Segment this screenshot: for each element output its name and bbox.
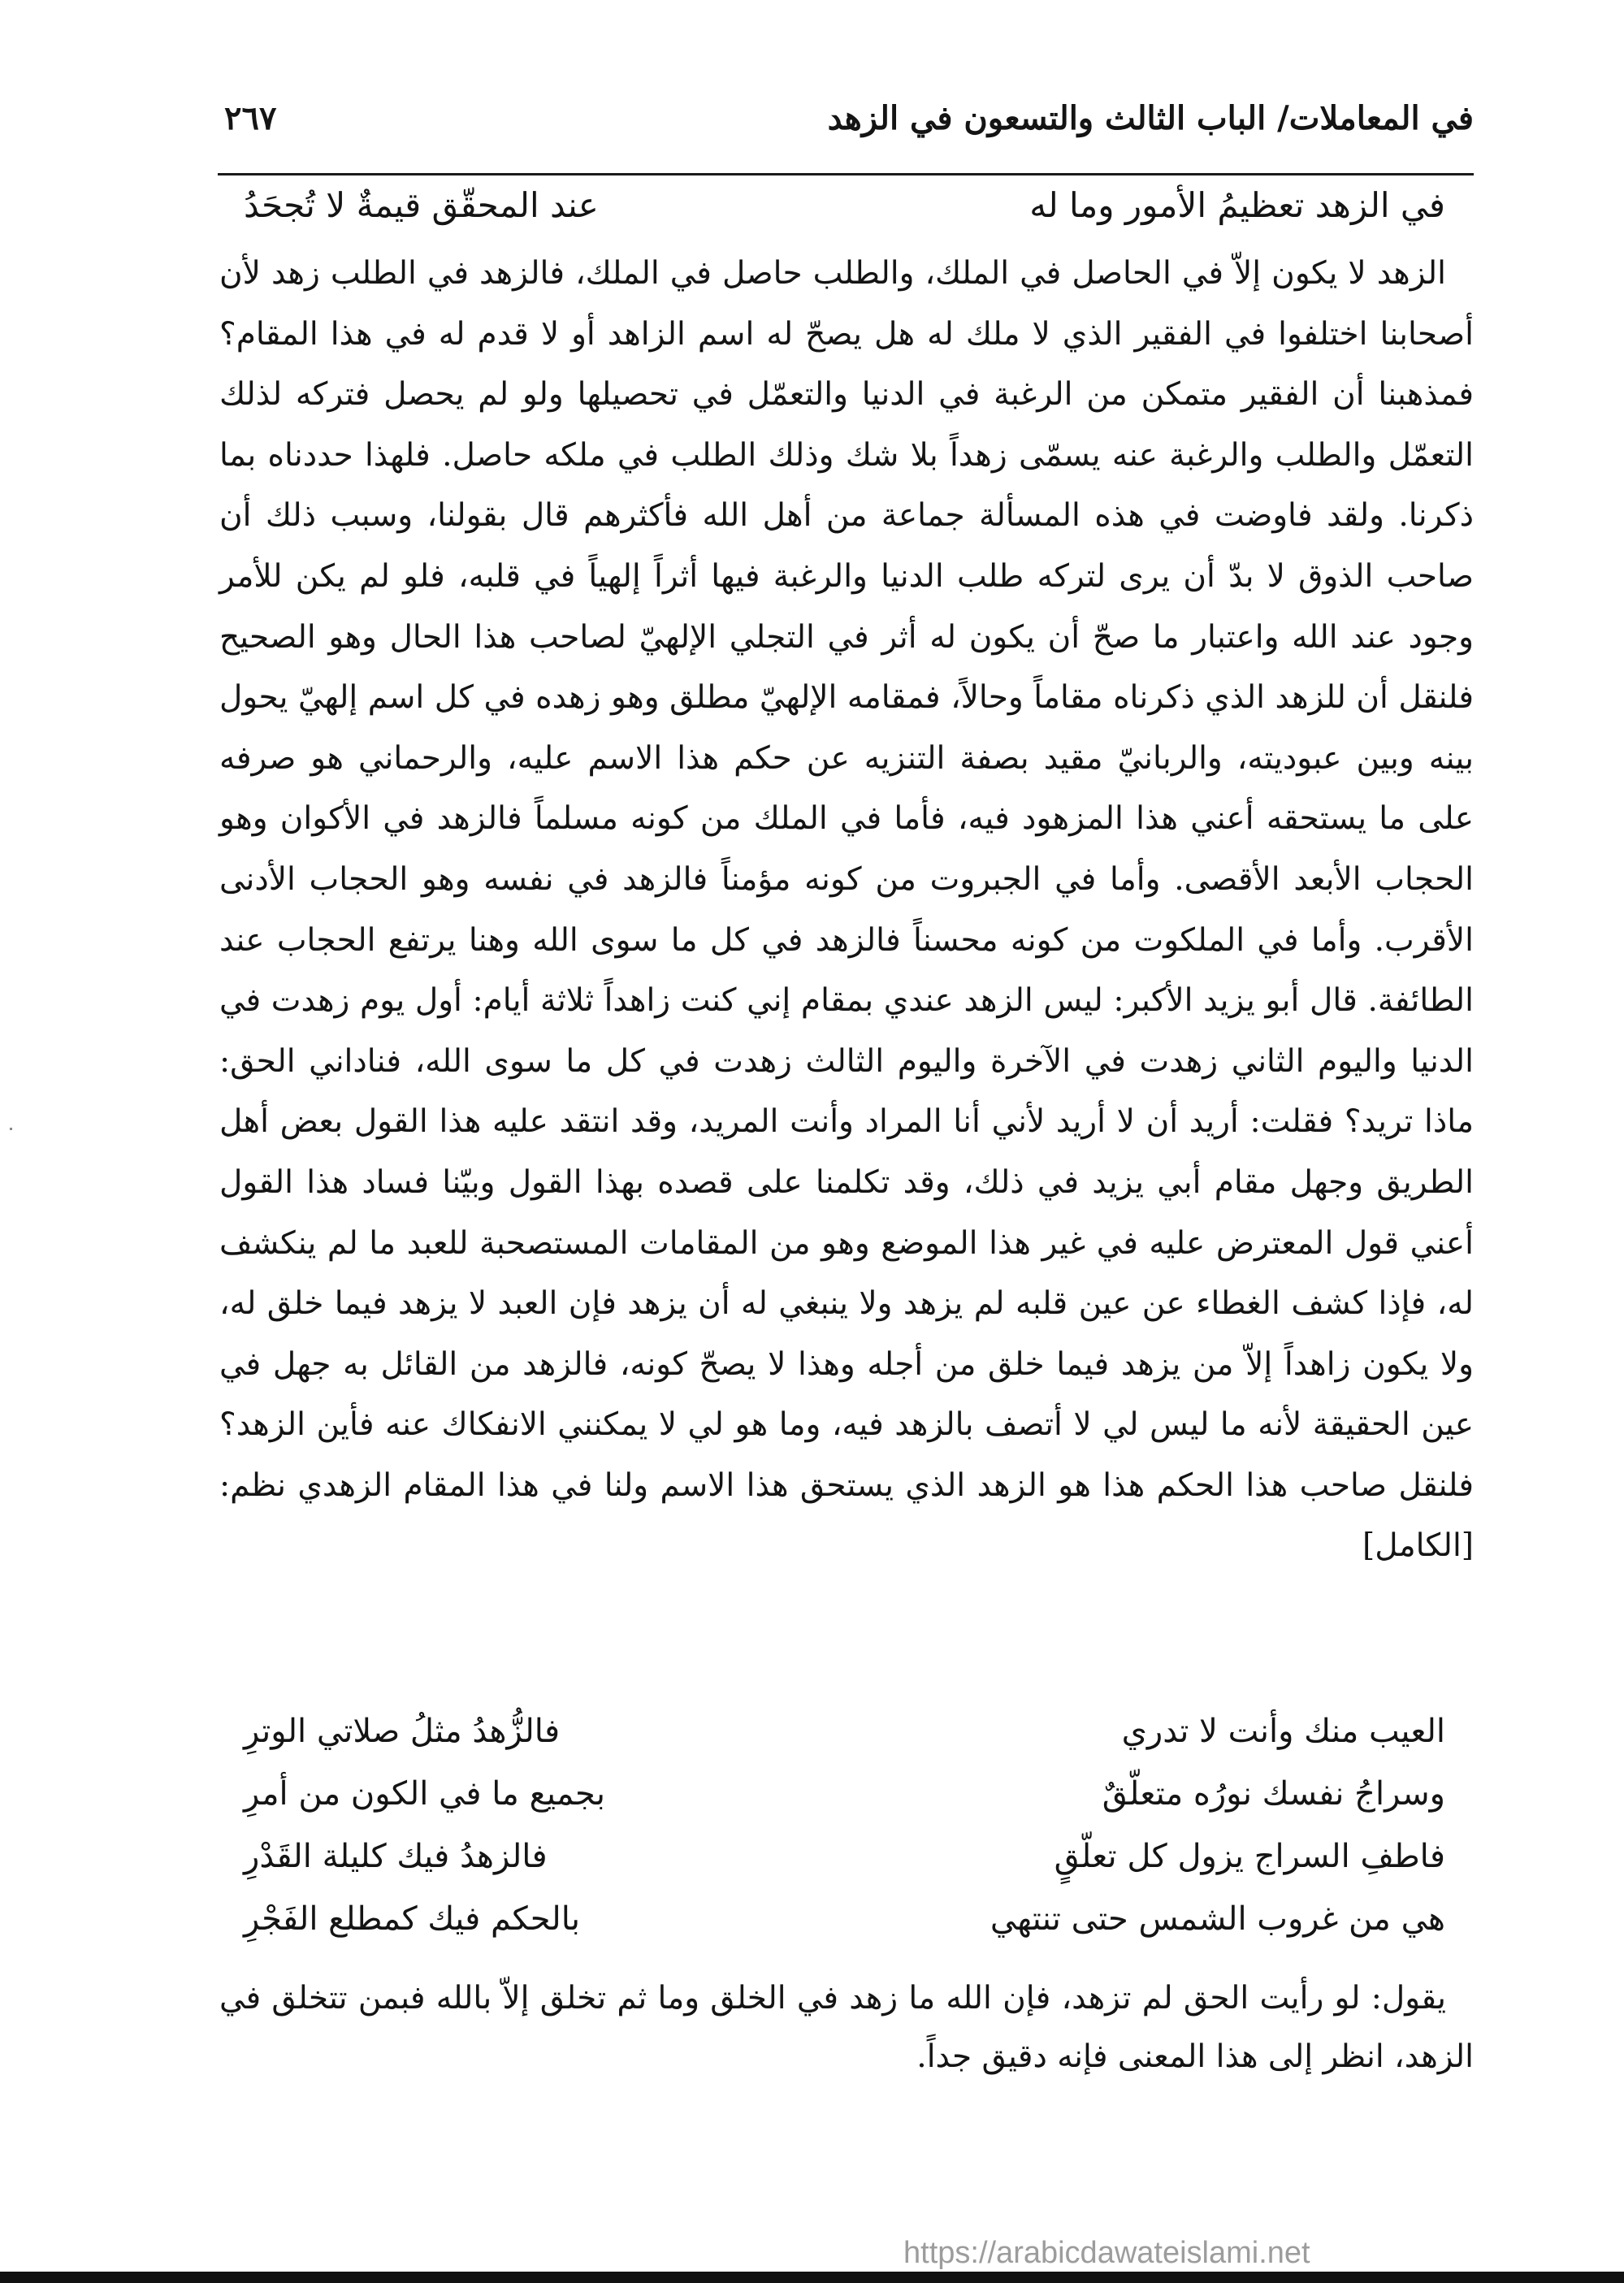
poem-second-hemistich: فالزهدُ فيك كليلة القَدْرِ [244,1838,548,1875]
scan-speck [10,1128,12,1130]
poem-line [244,1775,1445,1838]
poem-first-hemistich: فاطفِ السراج يزول كل تعلّقٍ [1054,1838,1445,1875]
page-header [219,96,1474,145]
poem-first-hemistich: العيب منك وأنت لا تدري [1121,1713,1445,1750]
header-rule [218,173,1474,175]
closing-paragraph: يقول: لو رأيت الحق لم تزهد، فإن الله ما زهد في الخلق وما ثم تخلق إلاّ بالله فبمن تتخلق في الزهد، انظر إلى هذا المعنى فإنه دقيق جداً. [219,1980,1474,2075]
poem [244,1713,1445,1963]
poem-second-hemistich: بجميع ما في الكون من أمرِ [244,1775,605,1813]
watermark-url: https://arabicdawateislami.net [903,2236,1310,2270]
body-paragraph: الزهد لا يكون إلاّ في الحاصل في الملك، والطلب حاصل في الملك، فالزهد في الطلب زهد لأن أصحابنا اختلفوا في الفقير الذي لا ملك له هل يصحّ له اسم الزاهد أو لا قدم له في هذا المقام؟ فمذهبنا أن الفقير متمكن من الرغبة في الدنيا والتعمّل في تحصيلها ولو لم يحصل فتركه لذلك التعمّل والطلب والرغبة عنه يسمّى زهداً بلا شك وذلك الطلب في ملكه حاصل. فلهذا حددناه بما ذكرنا. ولقد فاوضت في هذه المسألة جماعة من أهل الله فأكثرهم قال بقولنا، وسبب ذلك أن صاحب الذوق لا بدّ أن يرى لتركه طلب الدنيا والرغبة فيها أثراً إلهياً في قلبه، فلو لم يكن للأمر وجود عند الله واعتبار ما صحّ أن يكون له أثر في التجلي الإلهيّ لصاحب هذا الحال وهو الصحيح فلنقل أن للزهد الذي ذكرناه مقاماً وحالاً، فمقامه الإلهيّ مطلق وهو زهده في كل اسم إلهيّ يحول بينه وبين عبوديته، والربانيّ مقيد بصفة التنزيه عن حكم هذا الاسم عليه، والرحماني هو صرفه على ما يستحقه أعني هذا المزهود فيه، فأما في الملك من كونه مسلماً فالزهد في الأكوان وهو الحجاب الأبعد الأقصى. وأما في الجبروت من كونه مؤمناً فالزهد في نفسه وهو الحجاب الأدنى الأقرب. وأما في الملكوت من كونه محسناً فالزهد في كل ما سوى الله وهنا يرتفع الحجاب عند الطائفة. قال أبو يزيد الأكبر: ليس الزهد عندي بمقام إني كنت زاهداً ثلاثة أيام: أول يوم زهدت في الدنيا واليوم الثاني زهدت في الآخرة واليوم الثالث زهدت في كل ما سوى الله، فناداني الحق: ماذا تريد؟ فقلت: أريد أن لا أريد لأني أنا المراد وأنت المريد، وقد انتقد عليه هذا القول بعض أهل الطريق وجهل مقام أبي يزيد في ذلك، وقد تكلمنا على قصده بهذا القول وبيّنا فساد هذا القول أعني قول المعترض عليه في غير هذا الموضع وهو من المقامات المستصحبة للعبد ما لم ينكشف له، فإذا كشف الغطاء عن عين قلبه لم يزهد ولا ينبغي له أن يزهد فإن العبد لا يزهد فيما خلق له، ولا يكون زاهداً إلاّ من يزهد فيما خلق من أجله وهذا لا يصحّ كونه، فالزهد من القائل به جهل في عين الحقيقة لأنه ما ليس لي لا أتصف بالزهد فيه، وما هو لي لا يمكنني الانفكاك عنه فأين الزهد؟ فلنقل صاحب هذا الحكم هذا هو الزهد الذي يستحق هذا الاسم ولنا في هذا المقام الزهدي نظم: [الكامل] [219,255,1474,1565]
poem-first-hemistich: وسراجُ نفسك نورُه متعلّقٌ [1102,1775,1445,1813]
poem-line [244,1713,1445,1775]
verse-first-hemistich: في الزهد تعظيمُ الأمور وما له [1029,185,1445,225]
closing-text [219,1969,1474,2086]
main-text [219,244,1474,1577]
scan-bottom-edge [0,2272,1624,2283]
poem-second-hemistich: فالزُّهدُ مثلُ صلاتي الوترِ [244,1713,561,1750]
poem-first-hemistich: هي من غروب الشمس حتى تنتهي [990,1900,1445,1938]
poem-line [244,1838,1445,1900]
verse-second-hemistich: عند المحقّق قيمةٌ لا تُجحَدُ [244,185,599,225]
poem-line [244,1900,1445,1963]
poem-second-hemistich: بالحكم فيك كمطلع الفَجْرِ [244,1900,581,1938]
running-title: في المعاملات/ الباب الثالث والتسعون في الزهد [827,99,1474,137]
opening-verse [244,185,1445,236]
page-number: ٢٦٧ [224,99,277,137]
